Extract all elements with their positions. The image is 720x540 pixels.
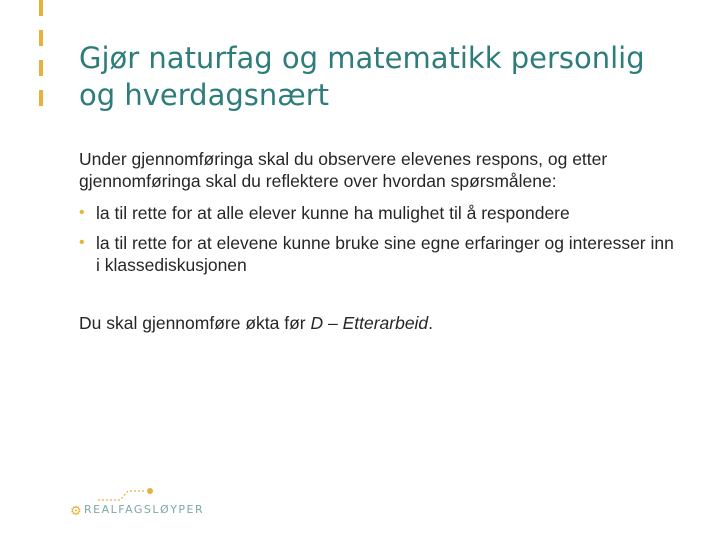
bullet-dot-icon: • [79,234,85,251]
slide-body [79,148,679,334]
path-mark-icon [96,487,186,501]
title-line-1: Gjør naturfag og matematikk personlig [79,41,645,75]
outro-suffix: . [428,313,434,333]
bullet-list [79,202,679,276]
slide-title [79,40,679,114]
logo-text: REALFAGSLØYPER [84,503,205,516]
accent-bar [39,0,43,118]
title-line-2: og hverdagsnært [79,78,330,112]
bullet-text: la til rette for at alle elever kunne ha mulighet til å respondere [96,203,570,223]
bullet-item [79,232,679,276]
bullet-item [79,202,679,224]
outro-emphasis: D – Etterarbeid [310,313,429,333]
gear-icon: ⚙ [70,503,82,518]
outro-text [79,312,679,334]
bullet-text: la til rette for at elevene kunne bruke sine egne erfaringer og interesser inn i klassediskusjonen [96,233,674,275]
realfagsloyper-logo [68,485,205,525]
intro-text: Under gjennomføringa skal du observere elevenes respons, og etter gjennomføringa skal du reflektere over hvordan spørsmålene: [79,149,608,191]
outro-prefix: Du skal gjennomføre økta før [79,313,311,333]
bullet-dot-icon: • [79,204,85,221]
